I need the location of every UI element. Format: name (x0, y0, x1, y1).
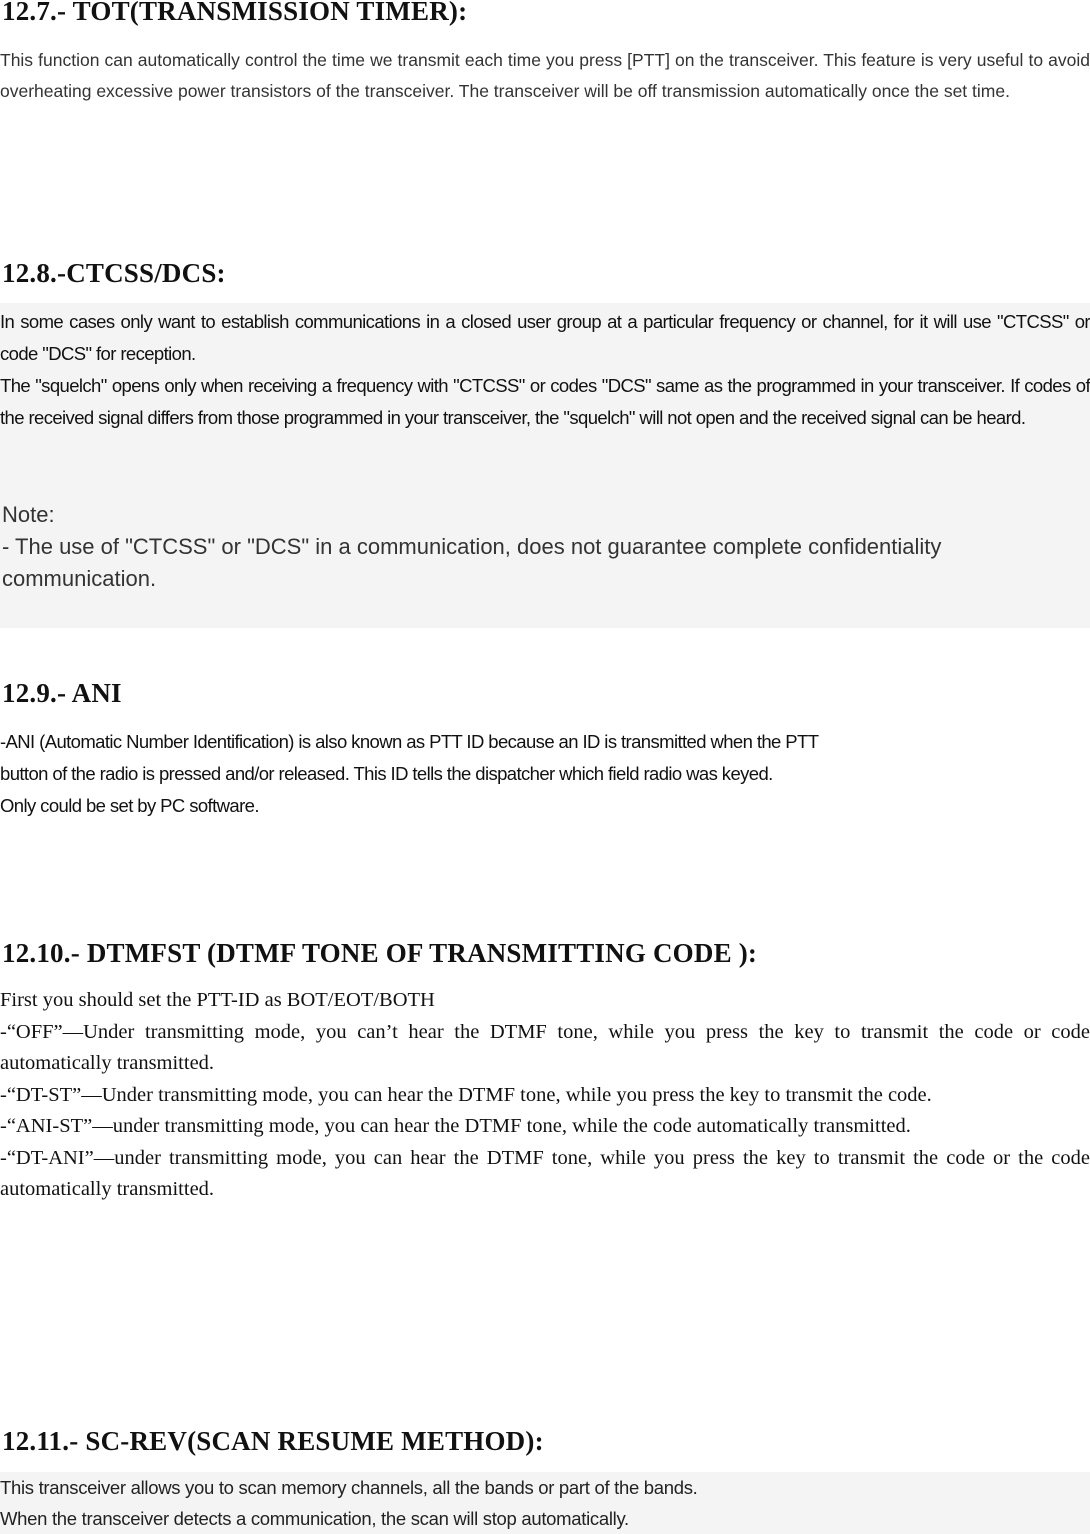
dtmfst-item-ani-st: -“ANI-ST”—under transmitting mode, you can hear the DTMF tone, while the code automatically transmitted. (0, 1115, 911, 1137)
screv-line-1: This transceiver allows you to scan memory channels, all the bands or part of the bands. (0, 1477, 698, 1498)
ctcss-shaded-block (0, 303, 1090, 628)
section-heading-sc-rev: 12.11.- SC-REV(SCAN RESUME METHOD): (2, 1426, 544, 1456)
ani-paragraph (0, 726, 1090, 822)
note-text: - The use of "CTCSS" or "DCS" in a communication, does not guarantee complete confidentiality communication. (2, 534, 942, 591)
section-heading-ani: 12.9.- ANI (2, 678, 122, 708)
ctcss-paragraph-2: The "squelch" opens only when receiving a frequency with "CTCSS" or codes "DCS" same as the programmed in your transceiver. If codes of the received signal differs from those programmed in your transceiver, the "squelch" will not open and the received signal can be heard. (0, 375, 1090, 428)
ani-line-1: -ANI (Automatic Number Identification) is also known as PTT ID because an ID is transmitted when the PTT (0, 731, 819, 752)
ani-line-3: Only could be set by PC software. (0, 795, 259, 816)
section-heading-ctcss-dcs: 12.8.-CTCSS/DCS: (2, 258, 226, 288)
dtmfst-item-dt-st: -“DT-ST”—Under transmitting mode, you can hear the DTMF tone, while you press the key to transmit the code. (0, 1083, 932, 1106)
ani-line-2: button of the radio is pressed and/or released. This ID tells the dispatcher which field radio was keyed. (0, 763, 773, 784)
ctcss-paragraph-1: In some cases only want to establish communications in a closed user group at a particular frequency or channel, for it will use "CTCSS" or code "DCS" for reception. (0, 311, 1090, 364)
section-heading-tot: 12.7.- TOT(TRANSMISSION TIMER): (2, 0, 468, 26)
section-heading-dtmfst: 12.10.- DTMFST (DTMF TONE OF TRANSMITTING CODE ): (2, 938, 758, 968)
dtmfst-intro: First you should set the PTT-ID as BOT/EOT/BOTH (0, 989, 435, 1011)
dtmfst-item-dt-ani: -“DT-ANI”—under transmitting mode, you can hear the DTMF tone, while you press the key to transmit the code or the code automatically transmitted. (0, 1146, 1090, 1200)
dtmfst-item-off: -“OFF”—Under transmitting mode, you can’t hear the DTMF tone, while you press the key to transmit the code or code automatically transmitted. (0, 1020, 1090, 1074)
note-label: Note: (2, 502, 55, 527)
screv-shaded-block (0, 1472, 1090, 1534)
tot-paragraph: This function can automatically control the time we transmit each time you press [PTT] on the transceiver. This feature is very useful to avoid overheating excessive power transistors of the transceiver. The transceiver will be off transmission automatically once the set time. (0, 50, 1090, 101)
screv-line-2: When the transceiver detects a communication, the scan will stop automatically. (0, 1508, 629, 1529)
dtmfst-body (0, 985, 1090, 1206)
